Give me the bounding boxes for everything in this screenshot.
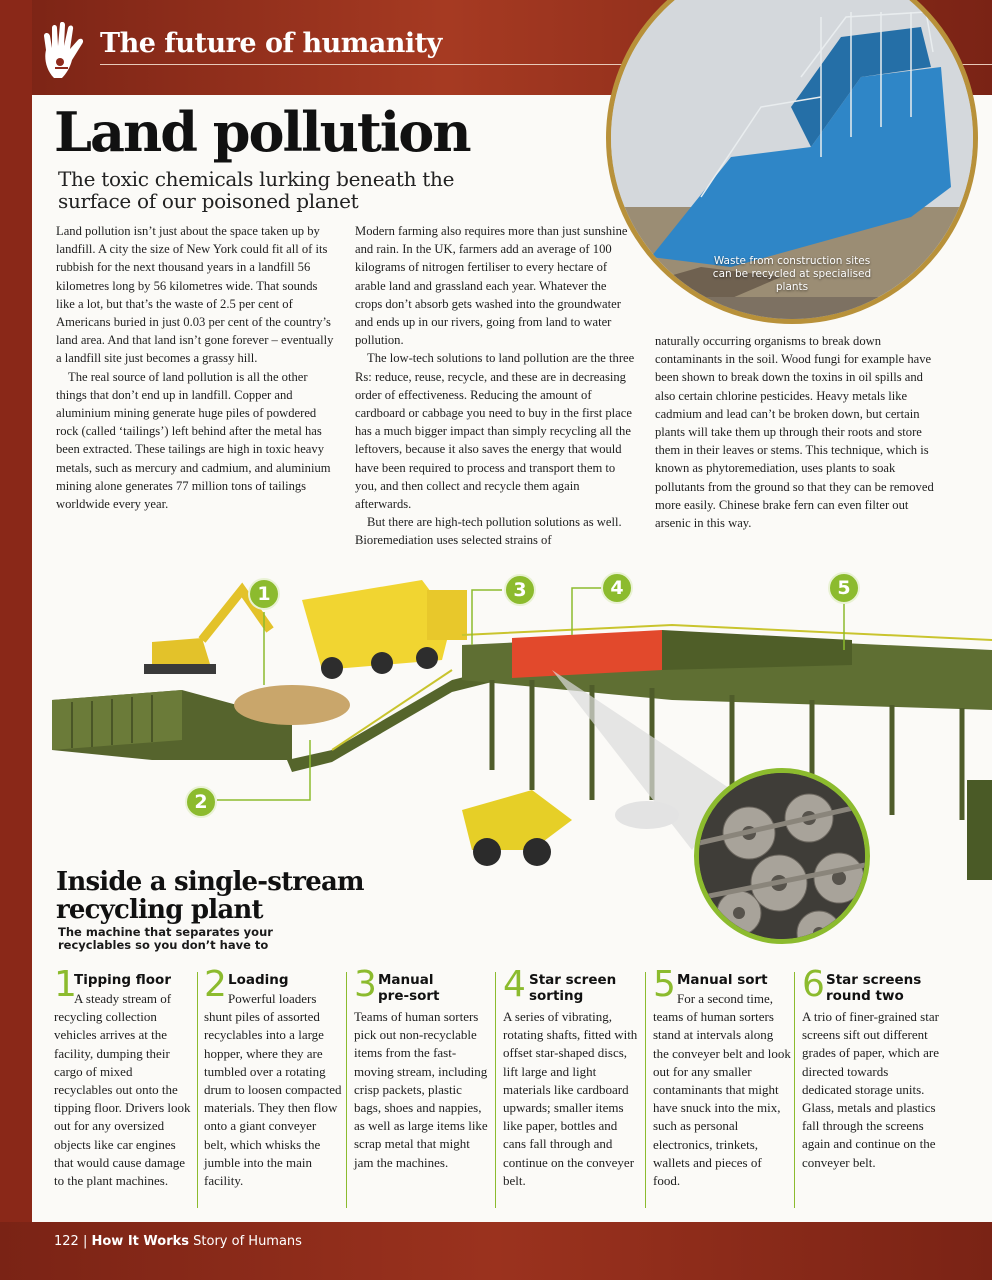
recycling-subtitle: The machine that separates your recyclables so you don’t have to — [58, 925, 273, 952]
step-heading: Manual pre-sort — [378, 972, 440, 1004]
article-column-1 — [56, 222, 334, 513]
step-number: 4 — [503, 964, 526, 1005]
step-text: For a second time, teams of human sorters stand at intervals along the conveyer belt and look out for any smaller contaminants that might have snuck into the mix, such as personal electronics, trinkets, wallets and pieces of food. — [653, 991, 791, 1189]
step-heading: Tipping floor — [74, 972, 171, 988]
photo-caption: Waste from construction sites can be recycled at specialised plants — [712, 255, 872, 293]
diagram-marker: 4 — [601, 572, 633, 604]
diagram-marker: 1 — [248, 578, 280, 610]
step-number: 1 — [54, 964, 77, 1005]
column-divider — [346, 972, 347, 1208]
paragraph: The real source of land pollution is all the other things that don’t end up in landfill. Copper and aluminium mining generate huge piles of powdered rock (called ‘tailings’) left behind after the metal has been extracted. These tailings are high in toxic heavy metals, such as mercury and cadmium, and aluminium mining alone generates 77 million tons of tailings worldwide every year. — [56, 369, 331, 512]
column-divider — [197, 972, 198, 1208]
series-name: Story of Humans — [193, 1234, 302, 1249]
step-text: A trio of finer-grained star screens sift out different grades of paper, which are directed towards dedicated storage units. Glass, metals and plastics fall through the screens again and continue on the conveyer belt. — [802, 1009, 939, 1170]
diagram-marker: 5 — [828, 572, 860, 604]
step-text: A series of vibrating, rotating shafts, fitted with offset star-shaped discs, lift large and light materials like cardboard upwards; smaller items like paper, bottles and cans fall through and continue on the conveyer belt. — [503, 1009, 638, 1188]
left-border — [0, 0, 32, 1280]
step-number: 6 — [802, 964, 825, 1005]
step-number: 3 — [354, 964, 377, 1005]
footer-band — [0, 1222, 992, 1280]
paragraph: But there are high-tech pollution solutions as well. Bioremediation uses selected strains of — [355, 515, 622, 548]
column-divider — [645, 972, 646, 1208]
step-number: 2 — [204, 964, 227, 1005]
magazine-name: How It Works — [91, 1234, 190, 1249]
diagram-marker: 3 — [504, 574, 536, 606]
paragraph: Land pollution isn’t just about the space taken up by landfill. A city the size of New York could fit all of its rubbish for the next thousand years in a landfill 56 kilometres long by 56 kilometres wide. That sounds like a lot, but that’s the waste of 2.5 per cent of Americans buried in just 0.03 per cent of the country’s land area. And that land isn’t gone forever – eventually a landfill site just becomes a grassy hill. — [56, 224, 334, 366]
section-title: The future of humanity — [100, 28, 442, 59]
step-heading: Star screen sorting — [529, 972, 617, 1004]
recycling-title: Inside a single-stream recycling plant — [56, 867, 364, 925]
article-title: Land pollution — [54, 100, 470, 164]
paragraph: The low-tech solutions to land pollution are the three Rs: reduce, reuse, recycle, and these are in decreasing order of effectiveness. Reducing the amount of cardboard or cabbage you need to buy in the first place has a much bigger impact than simply recycling all the leftovers, because it also saves the energy that would have been required to process and transport them to you, and then collect and recycle them again afterwards. — [355, 351, 635, 512]
diagram-marker: 2 — [185, 786, 217, 818]
step-text: Powerful loaders shunt piles of assorted recyclables into a large hopper, where they are tumbled over a rotating drum to loosen compacted materials. They then flow onto a giant conveyer belt, which whisks the jumble into the main facility. — [204, 991, 342, 1189]
page-footer: 122 | How It Works Story of Humans — [54, 1234, 302, 1249]
hand-print-icon — [40, 22, 90, 80]
step-text: Teams of human sorters pick out non-recyclable items from the fast-moving stream, including crisp packets, plastic bags, shoes and nappies, as well as large items like scrap metal that might jam the machines. — [354, 1009, 488, 1170]
step-heading: Loading — [228, 972, 289, 988]
page-number: 122 — [54, 1234, 79, 1249]
step-heading: Star screens round two — [826, 972, 922, 1004]
column-divider — [794, 972, 795, 1208]
article-subtitle: The toxic chemicals lurking beneath the surface of our poisoned planet — [58, 167, 455, 213]
article-column-2 — [355, 222, 635, 550]
star-screen-closeup — [694, 768, 870, 944]
paragraph: Modern farming also requires more than just sunshine and rain. In the UK, farmers add an average of 100 kilograms of nitrogen fertiliser to every hectare of arable land and grassland each year. Whatever the crops don’t absorb gets washed into the groundwater and ends up in our rivers, going from land to water pollution. — [355, 224, 628, 348]
column-divider — [495, 972, 496, 1208]
step-number: 5 — [653, 964, 676, 1005]
step-text: A steady stream of recycling collection vehicles arrives at the facility, dumping their cargo of mixed recyclables out onto the tipping floor. Drivers look out for any oversized objects like car engines that would cause damage to the plant machines. — [54, 991, 191, 1189]
paragraph: naturally occurring organisms to break down contaminants in the soil. Wood fungi for example have been shown to break down the toxins in oil spills and also certain chlorine pesticides. Heavy metals like cadmium and lead can’t be broken down, but certain plants will take them up through their roots and store them in their leaves or stems. This technique, which is known as phytoremediation, uses plants to soak pollutants from the ground so that they can be removed more easily. Chinese brake fern can even filter out arsenic in this way. — [655, 334, 934, 531]
step-heading: Manual sort — [677, 972, 768, 988]
article-column-3 — [655, 332, 937, 532]
